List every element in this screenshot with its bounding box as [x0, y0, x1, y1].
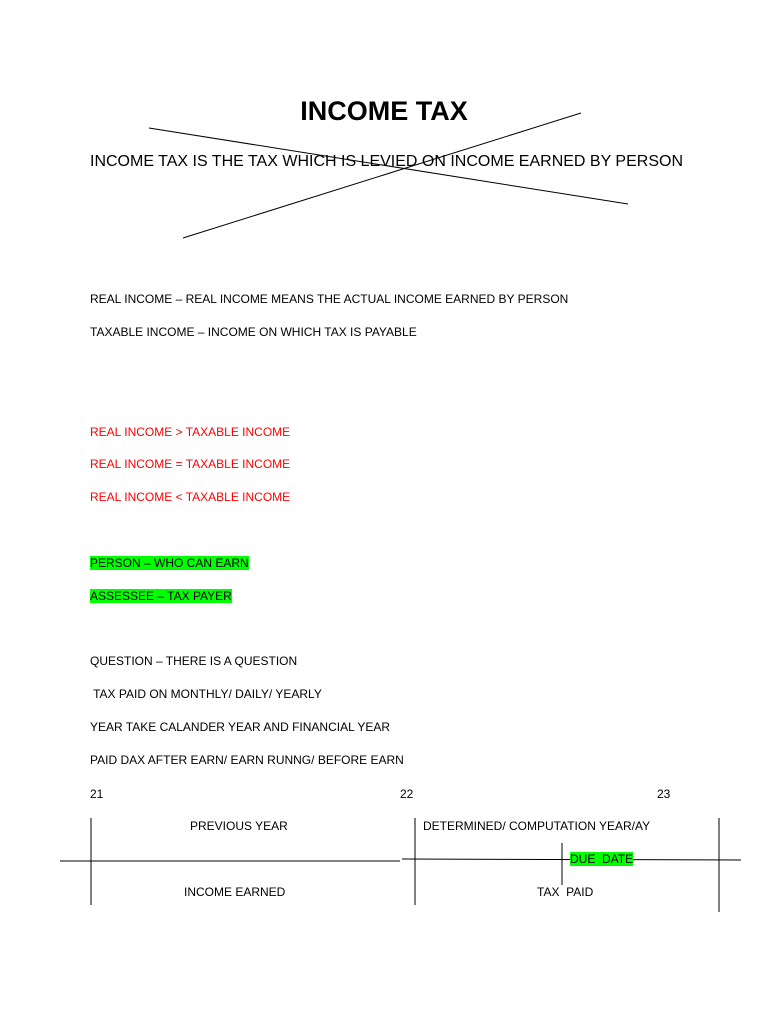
note-paid: PAID DAX AFTER EARN/ EARN RUNNG/ BEFORE EARN	[90, 753, 404, 767]
timeline-year-21: 21	[90, 787, 104, 801]
note-year: YEAR TAKE CALANDER YEAR AND FINANCIAL YEAR	[90, 720, 391, 734]
assessment-year-label: DETERMINED/ COMPUTATION YEAR/AY	[423, 819, 651, 833]
previous-year-label: PREVIOUS YEAR	[190, 819, 288, 833]
income-tax-definition: INCOME TAX IS THE TAX WHICH IS LEVIED ON INCOME EARNED BY PERSON	[90, 153, 683, 170]
taxable-income-definition: TAXABLE INCOME – INCOME ON WHICH TAX IS PAYABLE	[90, 325, 417, 339]
due-date-label	[570, 852, 633, 866]
highlight-person: PERSON – WHO CAN EARN	[90, 556, 249, 570]
comparison-greater: REAL INCOME > TAXABLE INCOME	[90, 425, 291, 439]
real-income-definition: REAL INCOME – REAL INCOME MEANS THE ACTUAL INCOME EARNED BY PERSON	[90, 292, 569, 306]
page-title: INCOME TAX	[300, 96, 468, 126]
highlight-due-date: DUE DATE	[570, 852, 634, 866]
note-question: QUESTION – THERE IS A QUESTION	[90, 654, 298, 668]
tax-paid-label: TAX PAID	[537, 885, 594, 899]
timeline-year-23: 23	[657, 787, 671, 801]
highlight-assessee: ASSESSEE – TAX PAYER	[90, 589, 232, 603]
comparison-equal: REAL INCOME = TAXABLE INCOME	[90, 457, 291, 471]
note-tax-paid: TAX PAID ON MONTHLY/ DAILY/ YEARLY	[90, 687, 322, 701]
comparison-less: REAL INCOME < TAXABLE INCOME	[90, 490, 291, 504]
income-earned-label: INCOME EARNED	[184, 885, 286, 899]
timeline-year-22: 22	[400, 787, 414, 801]
